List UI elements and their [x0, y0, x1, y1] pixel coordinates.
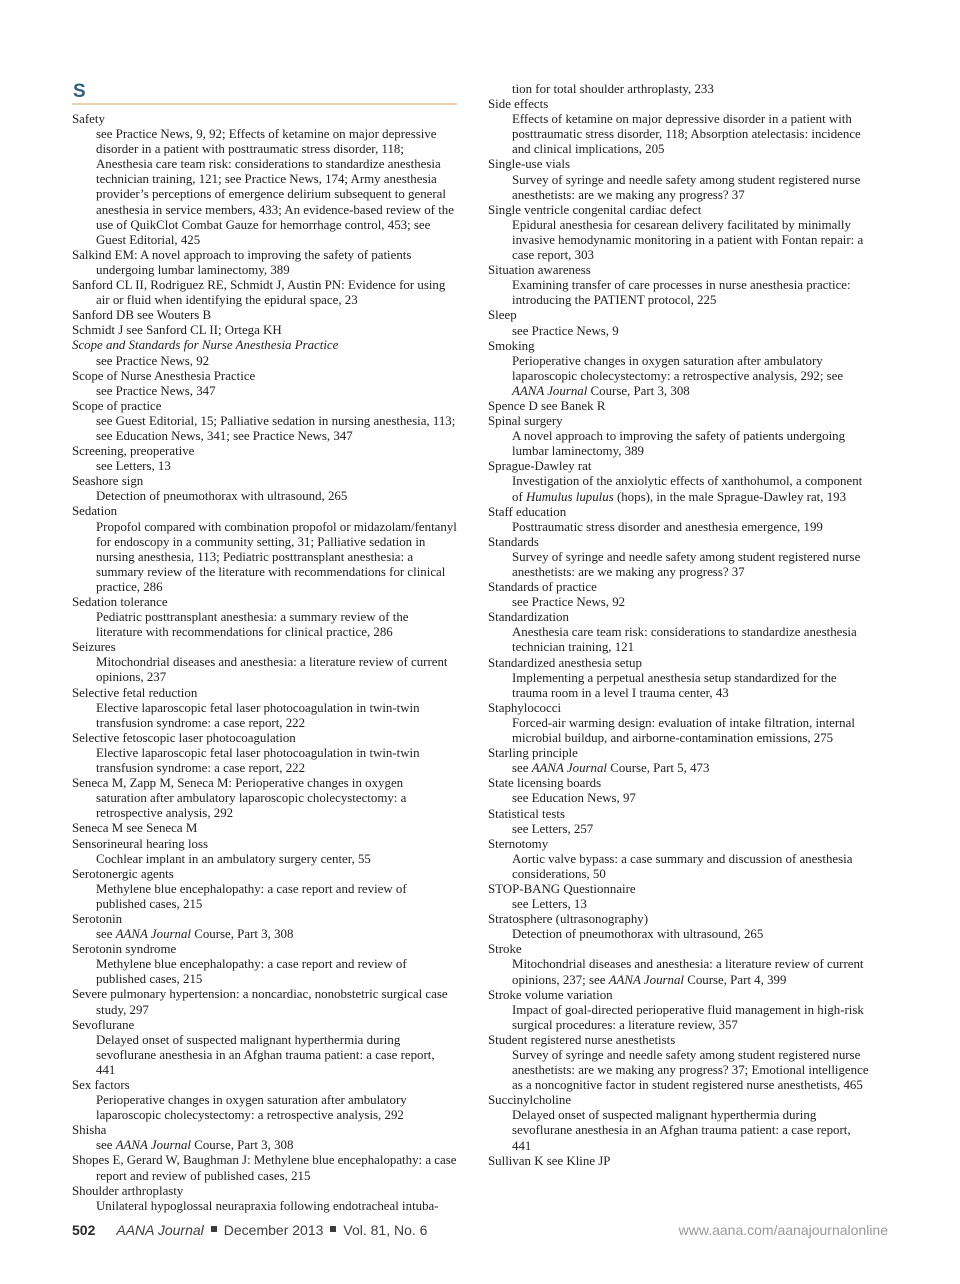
index-reference: Posttraumatic stress disorder and anesthesia emergence, 199 — [512, 519, 823, 534]
index-term: Serotonergic agents — [72, 866, 174, 881]
index-term: Staphylococci — [488, 700, 562, 715]
index-term: Standardized anesthesia setup — [488, 655, 642, 670]
index-term: Spinal surgery — [488, 414, 563, 429]
index-reference: Impact of goal-directed perioperative fluid management in high-risk surgical procedures: a literature review, 357 — [512, 1002, 864, 1032]
index-reference: see Letters, 257 — [512, 821, 594, 836]
index-term: Sensorineural hearing loss — [72, 836, 209, 851]
index-reference: Survey of syringe and needle safety among student registered nurse anesthetists: are we making any progress? 37; Emotional intelligence as a noncognitive factor in student registered nurse anesthetists, 465 — [512, 1048, 869, 1093]
index-term: Situation awareness — [488, 263, 591, 278]
index-entries-left — [72, 112, 457, 1214]
index-reference: see Practice News, 92 — [512, 595, 626, 610]
index-reference: Implementing a perpetual anesthesia setup standardized for the trauma room in a level I trauma center, 43 — [512, 670, 837, 700]
index-term: Stroke — [488, 942, 522, 957]
index-term: Shisha — [72, 1123, 107, 1138]
index-term: Staff education — [488, 504, 567, 519]
journal-name: AANA Journal — [116, 1222, 204, 1238]
index-term: Standardization — [488, 610, 569, 625]
index-term: Selective fetoscopic laser photocoagulation — [72, 730, 296, 745]
index-citation: Sanford CL II, Rodriguez RE, Schmidt J, Austin PN: Evidence for using air or fluid when identifying the epidural space, 23 — [72, 278, 446, 308]
index-term: Smoking — [488, 338, 535, 353]
issue-date: December 2013 — [223, 1222, 324, 1238]
footer-journal-info — [72, 1222, 427, 1238]
index-term: Succinylcholine — [488, 1093, 572, 1108]
index-reference: see Education News, 97 — [512, 791, 636, 806]
index-citation: Shopes E, Gerard W, Baughman J: Methylene blue encephalopathy: a case report and review of published cases, 215 — [72, 1153, 457, 1183]
index-term: State licensing boards — [488, 776, 602, 791]
section-letter: S — [73, 81, 86, 102]
page-footer — [72, 1222, 888, 1238]
index-reference: see Practice News, 9 — [512, 323, 619, 338]
index-term: Stroke volume variation — [488, 987, 613, 1002]
index-reference: Examining transfer of care processes in nurse anesthesia practice: introducing the PATIENT protocol, 225 — [512, 278, 851, 308]
index-reference: Investigation of the anxiolytic effects of xanthohumol, a component of Humulus lupulus (hops), in the male Sprague-Dawley rat, 193 — [512, 474, 863, 504]
index-term: Sedation — [72, 504, 118, 519]
index-term: Single-use vials — [488, 157, 570, 172]
index-term: Stratosphere (ultrasonography) — [488, 912, 649, 927]
index-reference: see AANA Journal Course, Part 3, 308 — [96, 1138, 294, 1153]
index-term: Safety — [72, 112, 105, 126]
index-entries-right — [488, 82, 873, 1169]
index-reference: tion for total shoulder arthroplasty, 233 — [512, 82, 714, 96]
index-citation: Sullivan K see Kline JP — [488, 1153, 611, 1168]
index-citation: Salkind EM: A novel approach to improving the safety of patients undergoing lumbar laminectomy, 389 — [72, 247, 412, 277]
index-term: Scope and Standards for Nurse Anesthesia Practice — [72, 338, 339, 353]
index-term: STOP-BANG Questionnaire — [488, 881, 636, 896]
index-citation: Seneca M see Seneca M — [72, 821, 198, 836]
index-term: Scope of Nurse Anesthesia Practice — [72, 368, 256, 383]
index-reference: Epidural anesthesia for cesarean delivery facilitated by minimally invasive hemodynamic monitoring in a patient with Fontan repair: a case report, 303 — [512, 217, 864, 263]
index-citation: Seneca M, Zapp M, Seneca M: Perioperative changes in oxygen saturation after ambulatory laparoscopic cholecystectomy: a retrospective analysis, 292 — [72, 776, 407, 821]
index-reference: see AANA Journal Course, Part 3, 308 — [96, 927, 294, 942]
index-reference: Mitochondrial diseases and anesthesia: a literature review of current opinions, 237 — [96, 655, 448, 685]
index-reference: Mitochondrial diseases and anesthesia: a literature review of current opinions, 237; see AANA Journal Course, Part 4, 399 — [512, 957, 864, 987]
square-bullet-icon — [211, 1226, 217, 1232]
index-reference: Perioperative changes in oxygen saturation after ambulatory laparoscopic cholecystectomy: a retrospective analysis, 292 — [96, 1093, 407, 1123]
index-term: Sleep — [488, 308, 517, 323]
index-reference: Detection of pneumothorax with ultrasound, 265 — [512, 927, 764, 942]
index-reference: Anesthesia care team risk: considerations to standardize anesthesia technician training, 121 — [512, 625, 857, 655]
index-term: Shoulder arthroplasty — [72, 1183, 184, 1198]
index-term: Scope of practice — [72, 398, 162, 413]
index-term: Sternotomy — [488, 836, 549, 851]
index-term: Sevoflurane — [72, 1017, 135, 1032]
index-citation: Spence D see Banek R — [488, 398, 606, 413]
index-reference: see Letters, 13 — [96, 459, 171, 474]
square-bullet-icon — [330, 1226, 336, 1232]
index-citation: Severe pulmonary hypertension: a noncardiac, nonobstetric surgical case study, 297 — [72, 987, 448, 1017]
index-reference: Effects of ketamine on major depressive disorder in a patient with posttraumatic stress disorder, 118; Absorption atelectasis: incidence and clinical implications, 205 — [512, 112, 861, 157]
index-term: Selective fetal reduction — [72, 685, 198, 700]
index-column-right — [488, 82, 873, 1214]
index-term: Serotonin syndrome — [72, 942, 177, 957]
index-reference: Delayed onset of suspected malignant hyperthermia during sevoflurane anesthesia in an Afghan trauma patient: a case report, 441 — [512, 1108, 851, 1153]
index-reference: Perioperative changes in oxygen saturation after ambulatory laparoscopic cholecystectomy: a retrospective analysis, 292; see AANA Journal Course, Part 3, 308 — [512, 353, 844, 398]
index-reference: see Practice News, 9, 92; Effects of ketamine on major depressive disorder in a patient with posttraumatic stress disorder, 118; Anesthesia care team risk: considerations to standardize anesthesia technician training, 121; see Practice News, 174; Army anesthesia provider’s perceptions of emergence delirium subsequent to general anesthesia in service members, 433; An evidence-based review of the use of QuikClot Combat Gauze for hemorrhage control, 453; see Guest Editorial, 425 — [96, 127, 454, 247]
index-reference: Pediatric posttransplant anesthesia: a summary review of the literature with recommendations for clinical practice, 286 — [96, 610, 409, 640]
index-reference: see AANA Journal Course, Part 5, 473 — [512, 761, 710, 776]
index-reference: Elective laparoscopic fetal laser photocoagulation in twin-twin transfusion syndrome: a case report, 222 — [96, 700, 420, 730]
index-citation: Schmidt J see Sanford CL II; Ortega KH — [72, 323, 282, 338]
index-term: Screening, preoperative — [72, 444, 195, 459]
journal-url: www.aana.com/aanajournalonline — [678, 1222, 888, 1238]
index-reference: Methylene blue encephalopathy: a case report and review of published cases, 215 — [96, 881, 407, 911]
index-reference: Survey of syringe and needle safety among student registered nurse anesthetists: are we making any progress? 37 — [512, 549, 861, 579]
section-rule — [72, 103, 457, 105]
index-reference: see Letters, 13 — [512, 897, 587, 912]
index-term: Starling principle — [488, 746, 578, 761]
index-term: Sex factors — [72, 1078, 130, 1092]
index-term: Seashore sign — [72, 474, 144, 489]
index-reference: Delayed onset of suspected malignant hyperthermia during sevoflurane anesthesia in an Afghan trauma patient: a case report, 441 — [96, 1032, 435, 1077]
index-citation: Sanford DB see Wouters B — [72, 308, 212, 323]
index-reference: see Guest Editorial, 15; Palliative sedation in nursing anesthesia, 113; see Education News, 341; see Practice News, 347 — [96, 413, 456, 443]
index-reference: Unilateral hypoglossal neurapraxia following endotracheal intuba- — [96, 1198, 439, 1213]
index-reference: Propofol compared with combination propofol or midazolam/fentanyl for endoscopy in a community setting, 31; Palliative sedation in nursing anesthesia, 113; Pediatric posttransplant anesthesia: a summary review of the literature with recommendations for clinical practice, 286 — [96, 519, 457, 594]
index-term: Student registered nurse anesthetists — [488, 1032, 676, 1047]
index-reference: Methylene blue encephalopathy: a case report and review of published cases, 215 — [96, 957, 407, 987]
page-number: 502 — [72, 1222, 96, 1238]
index-term: Sedation tolerance — [72, 595, 168, 609]
index-term: Seizures — [72, 640, 116, 655]
index-column-left — [72, 82, 457, 1214]
index-term: Standards — [488, 534, 539, 549]
index-term: Serotonin — [72, 911, 123, 926]
index-reference: Survey of syringe and needle safety among student registered nurse anesthetists: are we making any progress? 37 — [512, 172, 861, 202]
index-term: Single ventricle congenital cardiac defect — [488, 202, 702, 217]
index-reference: Cochlear implant in an ambulatory surgery center, 55 — [96, 851, 371, 866]
index-reference: see Practice News, 92 — [96, 353, 210, 368]
index-reference: Forced-air warming design: evaluation of intake filtration, internal microbial buildup, and airborne-contamination emissions, 275 — [512, 715, 855, 746]
volume-info: Vol. 81, No. 6 — [343, 1222, 428, 1238]
index-term: Side effects — [488, 97, 549, 112]
index-term: Sprague-Dawley rat — [488, 459, 592, 474]
index-reference: Detection of pneumothorax with ultrasound, 265 — [96, 489, 348, 504]
index-reference: see Practice News, 347 — [96, 383, 216, 398]
index-term: Statistical tests — [488, 806, 565, 821]
index-columns — [72, 82, 873, 1214]
index-reference: A novel approach to improving the safety of patients undergoing lumbar laminectomy, 389 — [512, 429, 846, 459]
index-term: Standards of practice — [488, 580, 597, 595]
index-reference: Elective laparoscopic fetal laser photocoagulation in twin-twin transfusion syndrome: a case report, 222 — [96, 745, 420, 776]
index-reference: Aortic valve bypass: a case summary and discussion of anesthesia considerations, 50 — [512, 851, 853, 881]
